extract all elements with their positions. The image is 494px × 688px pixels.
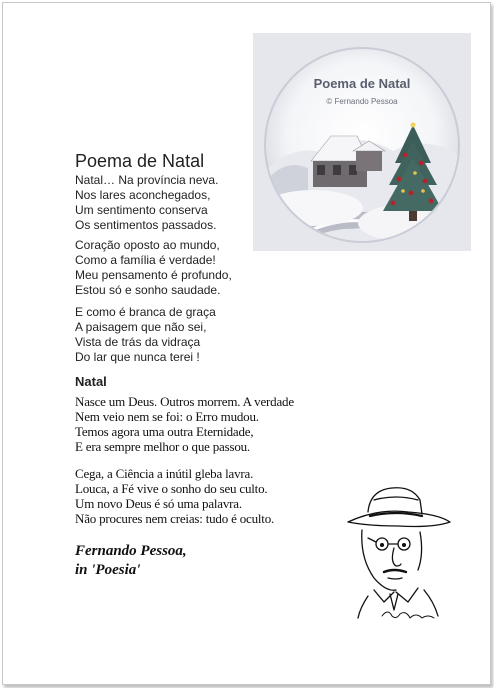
author-name: Fernando Pessoa,: [75, 543, 187, 559]
author-attribution: [75, 542, 187, 580]
poem-line: Nem veio nem se foi: o Erro mudou.: [75, 409, 259, 424]
poem-line: Meu pensamento é profundo,: [75, 268, 232, 282]
poem-line: Um sentimento conserva: [75, 203, 208, 217]
poem-line: Louca, a Fé vive o sonho do seu culto.: [75, 481, 268, 496]
poem-line: Cega, a Ciência a inútil gleba lavra.: [75, 466, 254, 481]
poem-line: Não procures nem creias: tudo é oculto.: [75, 511, 275, 526]
poem-line: Temos agora uma outra Eternidade,: [75, 424, 254, 439]
poem-line: Como a família é verdade!: [75, 253, 216, 267]
poem-line: Nasce um Deus. Outros morrem. A verdade: [75, 394, 294, 409]
poem-line: Um novo Deus é só uma palavra.: [75, 496, 242, 511]
poem-line: E era sempre melhor o que passou.: [75, 439, 250, 454]
poem-line: Natal… Na província neva.: [75, 173, 219, 187]
poem-2-title: Natal: [75, 374, 107, 389]
portrait-drawing: [338, 478, 462, 630]
poem-line: Coração oposto ao mundo,: [75, 238, 220, 252]
poem-line: Os sentimentos passados.: [75, 218, 217, 232]
poem-line: Estou só e sonho saudade.: [75, 283, 221, 297]
snow-globe-illustration: [253, 33, 471, 251]
poem-stanza-2: [75, 238, 232, 298]
poem-line: A paisagem que não sei,: [75, 320, 207, 334]
author-portrait-sketch: [338, 478, 462, 630]
poem-line: E como é branca de graça: [75, 305, 216, 319]
poem-title: Poema de Natal: [75, 151, 205, 171]
card-title: Poema de Natal: [313, 76, 411, 91]
christmas-card-image: [253, 33, 471, 251]
card-subtitle: © Fernando Pessoa: [326, 97, 398, 106]
poem-2-stanza-2: [75, 466, 274, 526]
poem-stanza-1: [75, 173, 218, 233]
poem-line: Nos lares aconchegados,: [75, 188, 211, 202]
poem-2-stanza-1: [75, 394, 294, 454]
author-source: in 'Poesia': [75, 562, 141, 578]
poem-line: Vista de trás da vidraça: [75, 335, 201, 349]
poem-stanza-3: [75, 305, 216, 365]
poem-line: Do lar que nunca terei !: [75, 350, 200, 364]
